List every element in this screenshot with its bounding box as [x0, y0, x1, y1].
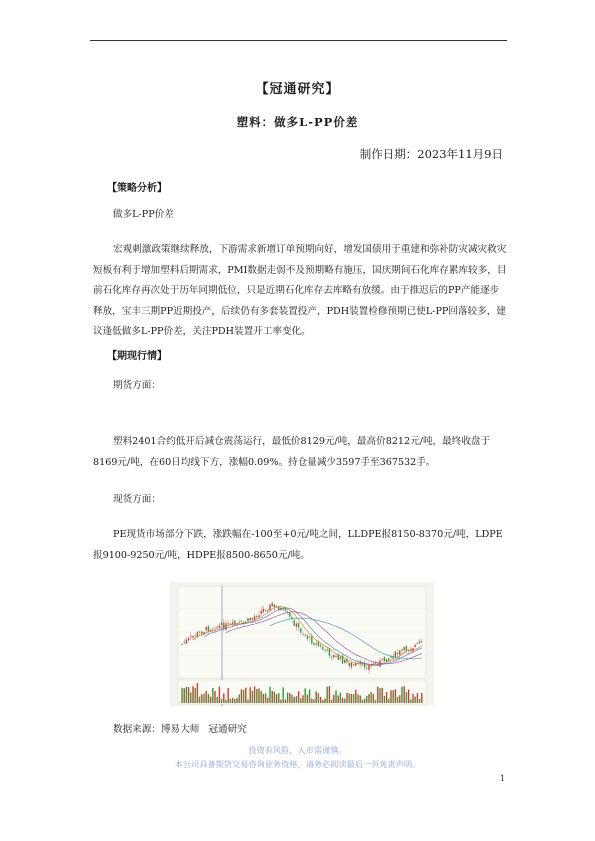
candle-body — [186, 640, 187, 644]
candle-body — [417, 643, 418, 644]
candle-body — [188, 638, 189, 641]
volume-bar — [298, 691, 299, 703]
volume-bar — [212, 688, 213, 703]
candle-body — [274, 605, 275, 608]
volume-bar — [190, 692, 191, 703]
volume-bar — [404, 686, 405, 703]
volume-bar — [258, 688, 259, 703]
volume-bar — [265, 693, 266, 703]
candle-body — [197, 632, 198, 636]
candle-body — [201, 632, 202, 634]
volume-bar — [254, 686, 255, 703]
volume-bar — [419, 699, 420, 703]
candlestick-chart-image — [170, 582, 434, 706]
volume-bar — [261, 691, 262, 703]
volume-bar — [274, 692, 275, 703]
volume-bar — [415, 697, 416, 703]
candle-body — [318, 642, 319, 647]
candle-body — [333, 655, 334, 657]
volume-bar — [401, 687, 402, 703]
candle-body — [353, 664, 354, 665]
candle-body — [399, 650, 400, 654]
volume-bar — [410, 699, 411, 703]
volume-bar — [408, 689, 409, 703]
volume-bar — [192, 686, 193, 703]
volume-bar — [329, 686, 330, 703]
candle-body — [217, 627, 218, 628]
volume-bar — [223, 693, 224, 703]
report-date: 制作日期：2023年11月9日 — [359, 147, 503, 161]
candle-body — [302, 634, 303, 635]
candle-body — [327, 650, 328, 651]
volume-bar — [283, 687, 284, 703]
volume-bar — [331, 700, 332, 703]
volume-bar — [357, 694, 358, 703]
candle-body — [349, 663, 350, 666]
volume-bar — [395, 689, 396, 703]
top-rule — [90, 40, 507, 41]
volume-bar — [228, 688, 229, 703]
volume-bar — [263, 694, 264, 703]
volume-bar — [318, 693, 319, 703]
candle-body — [252, 618, 253, 620]
volume-bar — [412, 694, 413, 703]
qualification-disclaimer: 本公司具备期货交易咨询业务资格，请务必阅读最后一页免责声明。 — [174, 759, 421, 769]
volume-bar — [250, 687, 251, 703]
volume-bar — [291, 695, 292, 703]
candle-body — [241, 621, 242, 622]
volume-bar — [399, 695, 400, 703]
volume-bar — [280, 700, 281, 703]
strategy-summary: 做多L-PP价差 — [113, 209, 174, 220]
volume-bar — [272, 691, 273, 703]
volume-bar — [388, 699, 389, 703]
candle-body — [269, 605, 270, 611]
volume-bar — [241, 689, 242, 703]
volume-bar — [210, 697, 211, 703]
candle-body — [322, 647, 323, 650]
volume-bar — [373, 694, 374, 703]
volume-bar — [247, 700, 248, 703]
volume-bar — [368, 694, 369, 703]
candle-body — [351, 663, 352, 667]
candle-body — [261, 611, 262, 614]
volume-bar — [320, 697, 321, 703]
candle-body — [267, 610, 268, 611]
volume-bar — [327, 687, 328, 703]
volume-bar — [351, 694, 352, 703]
candle-body — [190, 636, 191, 637]
volume-bar — [305, 688, 306, 703]
volume-bar — [296, 696, 297, 703]
candle-body — [206, 627, 207, 630]
volume-bar — [360, 696, 361, 703]
candle-body — [335, 656, 336, 657]
volume-bar — [344, 699, 345, 703]
volume-bar — [366, 696, 367, 703]
market-heading: 【期现行情】 — [107, 351, 167, 362]
candle-body — [289, 613, 290, 617]
candle-body — [313, 643, 314, 645]
risk-disclaimer: 投资有风险，入市需谨慎。 — [248, 745, 347, 755]
candle-body — [212, 629, 213, 630]
strategy-heading: 【策略分析】 — [107, 183, 167, 194]
candle-body — [390, 657, 391, 658]
volume-bar — [316, 691, 317, 703]
volume-bar — [225, 700, 226, 703]
candle-body — [254, 616, 255, 619]
candle-body — [307, 636, 308, 639]
volume-bar — [384, 696, 385, 703]
candle-body — [329, 648, 330, 655]
volume-bar — [397, 697, 398, 703]
candle-body — [256, 616, 257, 617]
candle-body — [283, 609, 284, 610]
candle-body — [384, 657, 385, 661]
volume-bar — [186, 687, 187, 703]
candle-body — [258, 615, 259, 617]
volume-bar — [417, 693, 418, 703]
report-title: 【冠通研究】 — [255, 82, 340, 97]
candle-body — [397, 653, 398, 654]
candle-body — [195, 635, 196, 636]
volume-bar — [309, 689, 310, 703]
volume-bar — [267, 698, 268, 703]
candle-body — [331, 657, 332, 658]
candle-body — [395, 652, 396, 657]
candle-body — [305, 635, 306, 636]
volume-bar — [362, 700, 363, 703]
volume-bar — [201, 694, 202, 703]
candle-body — [199, 632, 200, 633]
candle-body — [419, 641, 420, 643]
candle-body — [184, 642, 185, 643]
volume-bar — [269, 687, 270, 703]
page-number: 1 — [499, 774, 505, 783]
candle-body — [340, 657, 341, 659]
volume-bar — [234, 699, 235, 703]
spot-label: 现货方面： — [113, 494, 161, 505]
candle-body — [421, 641, 422, 642]
candle-body — [309, 637, 310, 638]
volume-bar — [230, 699, 231, 703]
volume-bar — [322, 700, 323, 703]
candle-body — [208, 626, 209, 631]
candle-body — [239, 622, 240, 623]
volume-bar — [349, 693, 350, 703]
volume-bar — [294, 697, 295, 703]
volume-bar — [184, 688, 185, 703]
volume-bar — [371, 692, 372, 703]
volume-bar — [276, 694, 277, 703]
volume-bar — [379, 688, 380, 703]
volume-bar — [377, 687, 378, 703]
candle-body — [265, 610, 266, 611]
candle-body — [232, 622, 233, 624]
volume-bar — [324, 699, 325, 703]
volume-bar — [245, 688, 246, 703]
volume-bar — [386, 692, 387, 703]
candle-body — [406, 646, 407, 651]
candle-body — [401, 649, 402, 650]
volume-bar — [232, 698, 233, 703]
volume-bar — [300, 698, 301, 703]
volume-bar — [335, 690, 336, 703]
futures-text: 塑料2401合约低开后减仓震荡运行，最低价8129元/吨，最高价8212元/吨，最终收盘于8169元/吨，在60日均线下方，涨幅0.09%。持仓量减少3597手至367532手。 — [93, 436, 491, 468]
volume-bar — [214, 691, 215, 703]
candle-body — [375, 663, 376, 664]
volume-bar — [289, 693, 290, 703]
candle-body — [223, 623, 224, 629]
spot-text: PE现货市场部分下跌，涨跌幅在-100至+0元/吨之间，LLDPE报8150-8370元/吨，LDPE报9100-9250元/吨，HDPE报8500-8650元/吨。 — [93, 529, 503, 561]
volume-bar — [346, 693, 347, 703]
candle-body — [221, 623, 222, 625]
volume-bar — [219, 687, 220, 703]
candle-body — [311, 637, 312, 644]
volume-bar — [208, 694, 209, 703]
volume-bar — [333, 695, 334, 703]
candle-body — [382, 659, 383, 660]
candle-body — [272, 603, 273, 606]
candle-body — [250, 618, 251, 620]
candle-body — [316, 644, 317, 645]
volume-bar — [307, 695, 308, 703]
candle-body — [276, 606, 277, 607]
volume-bar — [421, 693, 422, 703]
report-subtitle: 塑料：做多L-PP价差 — [236, 115, 359, 129]
volume-bar — [382, 688, 383, 703]
candle-body — [300, 628, 301, 632]
candle-body — [415, 645, 416, 647]
volume-bar — [278, 693, 279, 703]
volume-bar — [311, 699, 312, 703]
volume-bar — [181, 688, 182, 703]
volume-bar — [302, 695, 303, 703]
candle-body — [263, 609, 264, 612]
volume-bar — [188, 687, 189, 703]
volume-bar — [342, 698, 343, 703]
volume-bar — [393, 690, 394, 703]
volume-bar — [390, 690, 391, 703]
volume-bar — [375, 700, 376, 703]
candle-body — [324, 649, 325, 650]
volume-bar — [195, 688, 196, 703]
volume-bar — [217, 697, 218, 703]
candle-body — [294, 620, 295, 626]
candle-body — [388, 659, 389, 661]
volume-bar — [243, 690, 244, 703]
volume-bar — [221, 699, 222, 703]
volume-bar — [285, 700, 286, 703]
candle-body — [355, 664, 356, 666]
volume-bar — [252, 691, 253, 703]
volume-bar — [239, 694, 240, 703]
volume-bar — [256, 689, 257, 703]
candle-body — [296, 624, 297, 627]
volume-bar — [338, 695, 339, 703]
volume-bar — [313, 699, 314, 703]
volume-bar — [236, 698, 237, 703]
candle-body — [285, 608, 286, 611]
volume-bar — [406, 692, 407, 703]
candle-body — [192, 636, 193, 638]
candle-body — [320, 645, 321, 646]
volume-bar — [197, 683, 198, 703]
candle-body — [298, 623, 299, 628]
volume-bar — [353, 694, 354, 703]
candle-body — [404, 647, 405, 650]
candle-body — [228, 623, 229, 624]
volume-bar — [355, 690, 356, 703]
volume-bar — [199, 697, 200, 703]
candle-body — [181, 644, 182, 645]
volume-bar — [206, 691, 207, 703]
candle-body — [247, 618, 248, 621]
futures-label: 期货方面： — [113, 380, 161, 391]
volume-bar — [287, 692, 288, 703]
candle-body — [344, 660, 345, 663]
volume-bar — [203, 694, 204, 703]
volume-bar — [340, 693, 341, 703]
strategy-body: 宏观刺激政策继续释放，下游需求新增订单预期向好，增发国债用于重建和弥补防灾减灾救灾短板有利于增加塑料后期需求，PMI数据走弱不及预期略有施压，国庆期间石化库存累库较多，目前石化库存再次处于历年同期低位，只是近期石化库存去库略有放缓。由于推迟后的PP产能逐步释放，宝丰三期PP近期投产，后续仍有多套装置投产，PDH装置检修预期已使L-PP回落较多，建议逢低做多L-PP价差，关注PDH装置开工率变化。 — [93, 244, 507, 337]
candle-body — [366, 668, 367, 669]
data-source: 数据来源：博易大师 冠通研究 — [113, 724, 247, 735]
candle-body — [219, 626, 220, 628]
volume-bar — [364, 699, 365, 703]
